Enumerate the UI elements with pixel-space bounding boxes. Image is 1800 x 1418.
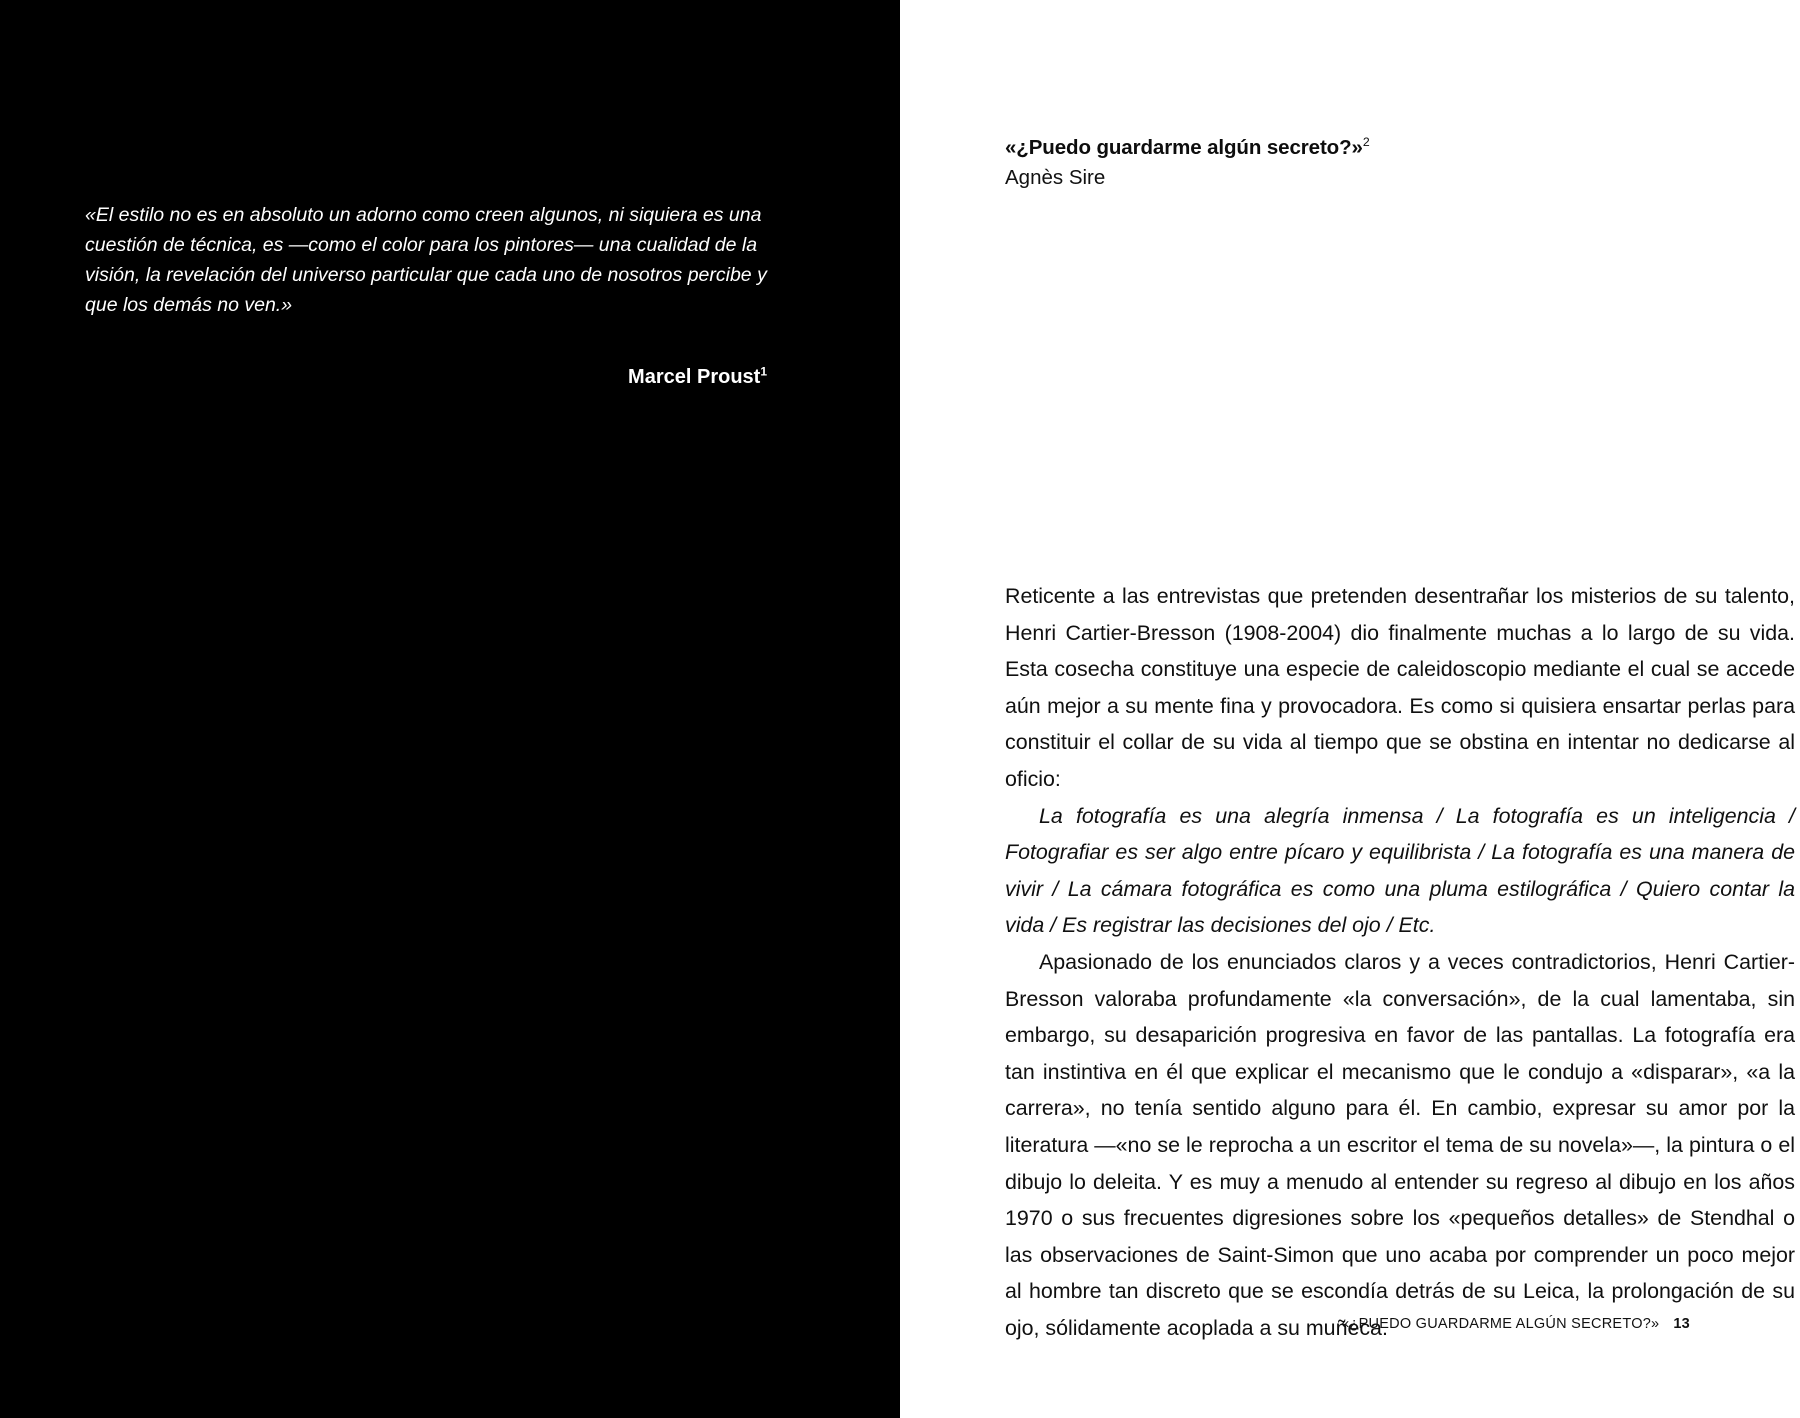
- epigraph-attribution: [85, 364, 775, 390]
- article-paragraph: Reticente a las entrevistas que pretenden desentrañar los misterios de su talento, Henri Cartier-Bresson (1908-2004) dio finalmente muchas a lo largo de su vida. Esta cosecha constituye una especie de caleidoscopio mediante el cual se accede aún mejor a su mente fina y provocadora. Es como si quisiera ensartar perlas para constituir el collar de su vida al tiempo que se obstina en intentar no dedicarse al oficio:: [1005, 584, 1795, 791]
- epigraph-footnote-marker: 1: [760, 364, 767, 379]
- page-footer: [1005, 1316, 1690, 1332]
- article-body: [1005, 578, 1795, 1346]
- epigraph-quote-text: «El estilo no es en absoluto un adorno como creen algunos, ni siquiera es una cuestión de técnica, es —como el color para los pintores— una cualidad de la visión, la revelación del universo particular que cada uno de nosotros percibe y que los demás no ven.»: [85, 204, 767, 316]
- running-head: «¿PUEDO GUARDARME ALGÚN SECRETO?»: [1341, 1316, 1660, 1332]
- article-header: [1005, 134, 1705, 192]
- article-title-footnote-marker: 2: [1362, 135, 1370, 150]
- article-title-text: «¿Puedo guardarme algún secreto?»: [1005, 136, 1363, 159]
- article-paragraph: Apasionado de los enunciados claros y a veces contradictorios, Henri Cartier-Bresson valoraba profundamente «la conversación», de la cual lamentaba, sin embargo, su desaparición progresiva en favor de las pantallas. La fotografía era tan instintiva en él que explicar el mecanismo que le condujo a «disparar», «a la carrera», no tenía sentido alguno para él. En cambio, expresar su amor por la literatura —«no se le reprocha a un escritor el tema de su novela»—, la pintura o el dibujo lo deleita. Y es muy a menudo al entender su regreso al dibujo en los años 1970 o sus frecuentes digresiones sobre los «pequeños detalles» de Stendhal o las observaciones de Saint-Simon que uno acaba por comprender un poco mejor al hombre tan discreto que se escondía detrás de su Leica, la prolongación de su ojo, sólidamente acoplada a su muñeca.: [1005, 949, 1795, 1340]
- article-title: [1005, 134, 1705, 162]
- page-number: 13: [1673, 1316, 1690, 1332]
- epigraph-block: [85, 200, 775, 390]
- article-author: Agnès Sire: [1005, 166, 1106, 189]
- epigraph-author-name: Marcel Proust: [628, 366, 761, 388]
- article-paragraph-quoted: La fotografía es una alegría inmensa / La fotografía es un inteligencia / Fotografiar es ser algo entre pícaro y equilibrista / La fotografía es una manera de vivir / La cámara fotográfica es como una pluma estilográfica / Quiero contar la vida / Es registrar las decisiones del ojo / Etc.: [1005, 803, 1795, 938]
- right-page-recto: [900, 0, 1800, 1418]
